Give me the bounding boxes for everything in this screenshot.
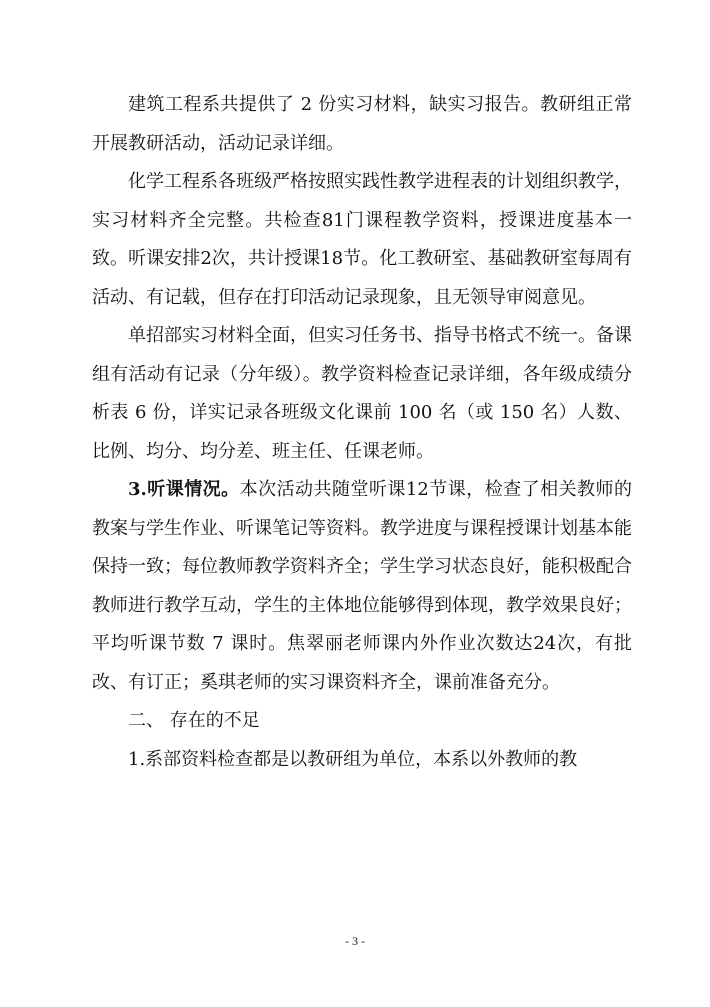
lesson-observation-lead: 3.听课情况。 <box>128 479 240 500</box>
paragraph-shortcoming-1: 1.系部资料检查都是以教研组为单位，本系以外教师的教 <box>128 748 578 770</box>
paragraph-construction-dept: 建筑工程系共提供了 2 份实习材料，缺实习报告。教研组正常开展教研活动，活动记录详细。 <box>92 94 632 154</box>
document-body <box>92 86 632 779</box>
page-number: - 3 - <box>345 934 365 948</box>
paragraph-single-enrollment: 单招部实习材料全面，但实习任务书、指导书格式不统一。备课组有活动有记录（分年级）。教学资料检查记录详细，各年级成绩分析表 6 份，详实记录各班级文化课前 100 名（或 150 名）人数、比例、均分、均分差、班主任、任课老师。 <box>92 325 632 462</box>
section-heading-shortcomings: 二、 存在的不足 <box>128 710 260 731</box>
paragraph-chemical-dept: 化学工程系各班级严格按照实践性教学进程表的计划组织教学，实习材料齐全完整。共检查81门课程教学资料，授课进度基本一致。听课安排2次，共计授课18节。化工教研室、基础教研室每周有活动、有记载，但存在打印活动记录现象，且无领导审阅意见。 <box>92 171 632 308</box>
paragraph-lesson-observation <box>92 471 632 702</box>
lesson-observation-body: 本次活动共随堂听课12节课，检查了相关教师的教案与学生作业、听课笔记等资料。教学进度与课程授课计划基本能保持一致；每位教师教学资料齐全；学生学习状态良好，能积极配合教师进行教学互动，学生的主体地位能够得到体现，教学效果良好；平均听课节数 7 课时。焦翠丽老师课内外作业次数达24次，有批改、有订正；奚琪老师的实习课资料齐全，课前准备充分。 <box>92 479 633 693</box>
